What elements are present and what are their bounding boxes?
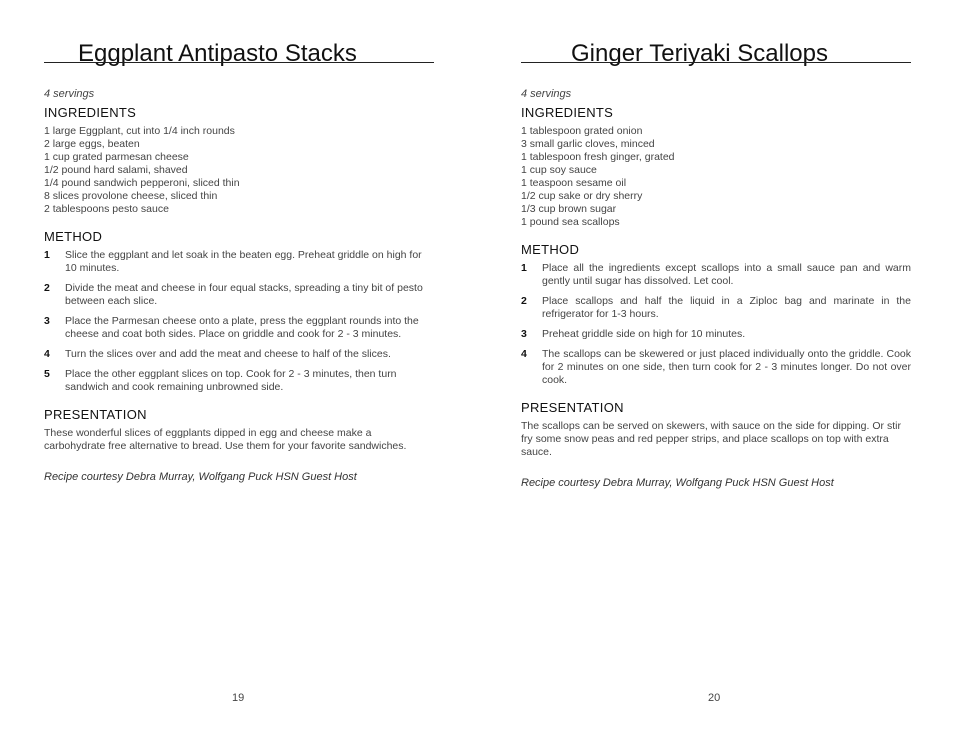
ingredient-item: 1/4 pound sandwich pepperoni, sliced thin bbox=[44, 177, 240, 189]
step-number: 4 bbox=[44, 348, 50, 360]
step-text: Place scallops and half the liquid in a Ziploc bag and marinate in the refrigerator for 1-3 hours. bbox=[542, 295, 911, 320]
method-step bbox=[44, 282, 434, 308]
title-rule bbox=[521, 62, 911, 63]
step-number: 1 bbox=[44, 249, 50, 261]
ingredient-item: 1 teaspoon sesame oil bbox=[521, 177, 627, 189]
ingredients-list bbox=[521, 125, 911, 229]
presentation-text: These wonderful slices of eggplants dipped in egg and cheese make a carbohydrate free alternative to bread. Use them for your favorite sandwiches. bbox=[44, 427, 407, 452]
step-text: Slice the eggplant and let soak in the beaten egg. Preheat griddle on high for 10 minutes. bbox=[65, 249, 422, 274]
step-number: 3 bbox=[521, 328, 527, 340]
recipe-title: Eggplant Antipasto Stacks bbox=[78, 40, 357, 67]
method-heading: METHOD bbox=[44, 229, 103, 244]
ingredient-item: 1 cup soy sauce bbox=[521, 164, 597, 176]
step-number: 3 bbox=[44, 315, 50, 327]
ingredient-item: 2 large eggs, beaten bbox=[44, 138, 140, 150]
ingredient-item: 1 pound sea scallops bbox=[521, 216, 620, 228]
ingredients-heading: INGREDIENTS bbox=[521, 105, 614, 120]
step-number: 4 bbox=[521, 348, 527, 360]
step-number: 5 bbox=[44, 368, 50, 380]
step-text: Preheat griddle side on high for 10 minutes. bbox=[542, 328, 746, 340]
ingredient-item: 8 slices provolone cheese, sliced thin bbox=[44, 190, 218, 202]
servings: 4 servings bbox=[44, 88, 95, 100]
method-step bbox=[44, 368, 434, 394]
recipe-content bbox=[44, 87, 434, 484]
recipe-title: Ginger Teriyaki Scallops bbox=[571, 40, 829, 67]
ingredient-item: 1/2 pound hard salami, shaved bbox=[44, 164, 188, 176]
presentation-text: The scallops can be served on skewers, with sauce on the side for dipping. Or stir fry some snow peas and red pepper strips, and place scallops on top with extra sauce. bbox=[521, 420, 901, 458]
method-steps bbox=[44, 249, 434, 394]
ingredient-item: 1 tablespoon fresh ginger, grated bbox=[521, 151, 675, 163]
step-text: Place the other eggplant slices on top. Cook for 2 - 3 minutes, then turn sandwich and cook remaining unbrowned side. bbox=[65, 368, 397, 393]
ingredient-item: 3 small garlic cloves, minced bbox=[521, 138, 655, 150]
method-step bbox=[44, 315, 434, 341]
step-number: 2 bbox=[521, 295, 527, 307]
step-text: Divide the meat and cheese in four equal stacks, spreading a tiny bit of pesto between each slice. bbox=[65, 282, 423, 307]
method-step bbox=[521, 328, 911, 341]
ingredient-item: 1 cup grated parmesan cheese bbox=[44, 151, 189, 163]
page-number: 20 bbox=[708, 692, 721, 704]
right-page bbox=[477, 0, 954, 738]
ingredients-heading: INGREDIENTS bbox=[44, 105, 137, 120]
method-step bbox=[521, 295, 911, 321]
ingredient-item: 1 tablespoon grated onion bbox=[521, 125, 643, 137]
title-rule bbox=[44, 62, 434, 63]
step-text: The scallops can be skewered or just placed individually onto the griddle. Cook for 2 minutes on one side, then turn cook for 2 - 3 minutes longer. Do not over cook. bbox=[542, 348, 911, 386]
ingredient-item: 1 large Eggplant, cut into 1/4 inch rounds bbox=[44, 125, 235, 137]
page-number: 19 bbox=[232, 692, 245, 704]
step-text: Place the Parmesan cheese onto a plate, press the eggplant rounds into the cheese and coat both sides. Place on griddle and cook for 2 - 3 minutes. bbox=[65, 315, 419, 340]
recipe-credit: Recipe courtesy Debra Murray, Wolfgang Puck HSN Guest Host bbox=[44, 471, 357, 483]
presentation-heading: PRESENTATION bbox=[44, 407, 147, 422]
step-text: Place all the ingredients except scallops into a small sauce pan and warm gently until sugar has dissolved. Let cool. bbox=[542, 262, 911, 287]
step-text: Turn the slices over and add the meat and cheese to half of the slices. bbox=[65, 348, 391, 360]
method-step bbox=[44, 249, 434, 275]
step-number: 1 bbox=[521, 262, 527, 274]
ingredient-item: 1/3 cup brown sugar bbox=[521, 203, 617, 215]
method-heading: METHOD bbox=[521, 242, 580, 257]
ingredient-item: 1/2 cup sake or dry sherry bbox=[521, 190, 643, 202]
step-number: 2 bbox=[44, 282, 50, 294]
method-steps bbox=[521, 262, 911, 387]
method-step bbox=[521, 262, 911, 288]
recipe-content bbox=[521, 87, 911, 490]
servings: 4 servings bbox=[521, 88, 572, 100]
recipe-credit: Recipe courtesy Debra Murray, Wolfgang Puck HSN Guest Host bbox=[521, 477, 834, 489]
method-step bbox=[44, 348, 434, 361]
ingredients-list bbox=[44, 125, 434, 216]
presentation-heading: PRESENTATION bbox=[521, 400, 624, 415]
method-step bbox=[521, 348, 911, 387]
ingredient-item: 2 tablespoons pesto sauce bbox=[44, 203, 169, 215]
